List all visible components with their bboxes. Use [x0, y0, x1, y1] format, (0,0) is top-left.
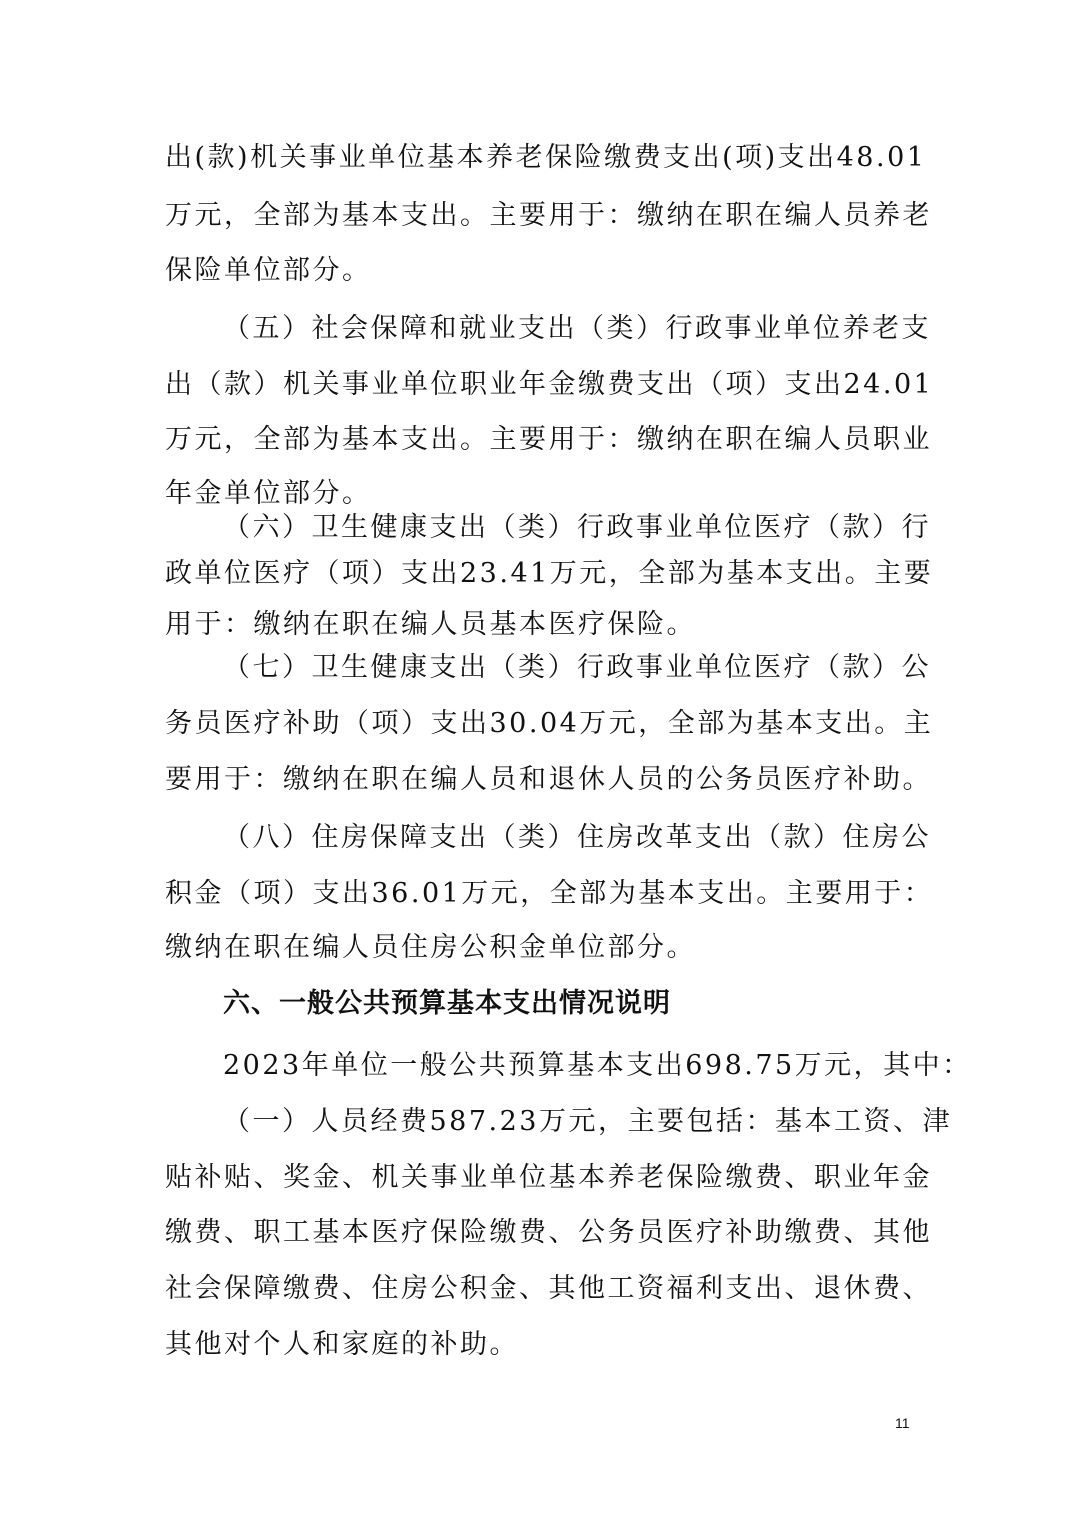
text-line: （七）卫生健康支出（类）行政事业单位医疗（款）公: [223, 652, 931, 683]
text-line: 出（款）机关事业单位职业年金缴费支出（项）支出24.01: [165, 369, 934, 400]
text-line: 积金（项）支出36.01万元，全部为基本支出。主要用于：: [165, 878, 934, 909]
text-line: （八）住房保障支出（类）住房改革支出（款）住房公: [223, 822, 931, 853]
page-number: 11: [895, 1415, 910, 1431]
text-line: （五）社会保障和就业支出（类）行政事业单位养老支: [223, 313, 931, 344]
summary-line: 2023年单位一般公共预算基本支出698.75万元，其中：: [223, 1050, 972, 1081]
text-line: 用于：缴纳在职在编人员基本医疗保险。: [165, 609, 696, 640]
text-line: 年金单位部分。: [165, 478, 372, 509]
text-line: 其他对个人和家庭的补助。: [165, 1329, 519, 1360]
text-line: 保险单位部分。: [165, 255, 372, 286]
text-line: 出(款)机关事业单位基本养老保险缴费支出(项)支出48.01: [165, 142, 927, 173]
text-line: 要用于：缴纳在职在编人员和退休人员的公务员医疗补助。: [165, 764, 932, 795]
text-line: 务员医疗补助（项）支出30.04万元，全部为基本支出。主: [165, 708, 934, 739]
text-line: （一）人员经费587.23万元，主要包括：基本工资、津: [223, 1106, 952, 1137]
text-line: 缴纳在职在编人员住房公积金单位部分。: [165, 932, 696, 963]
text-line: 社会保障缴费、住房公积金、其他工资福利支出、退休费、: [165, 1273, 932, 1304]
text-line: 缴费、职工基本医疗保险缴费、公务员医疗补助缴费、其他: [165, 1217, 932, 1248]
text-line: 万元，全部为基本支出。主要用于：缴纳在职在编人员养老: [165, 200, 932, 231]
text-line: （六）卫生健康支出（类）行政事业单位医疗（款）行: [223, 512, 931, 543]
text-line: 贴补贴、奖金、机关事业单位基本养老保险缴费、职业年金: [165, 1162, 932, 1193]
text-line: 政单位医疗（项）支出23.41万元，全部为基本支出。主要: [165, 558, 934, 589]
text-line: 万元，全部为基本支出。主要用于：缴纳在职在编人员职业: [165, 424, 932, 455]
section-heading: 六、一般公共预算基本支出情况说明: [223, 988, 671, 1019]
